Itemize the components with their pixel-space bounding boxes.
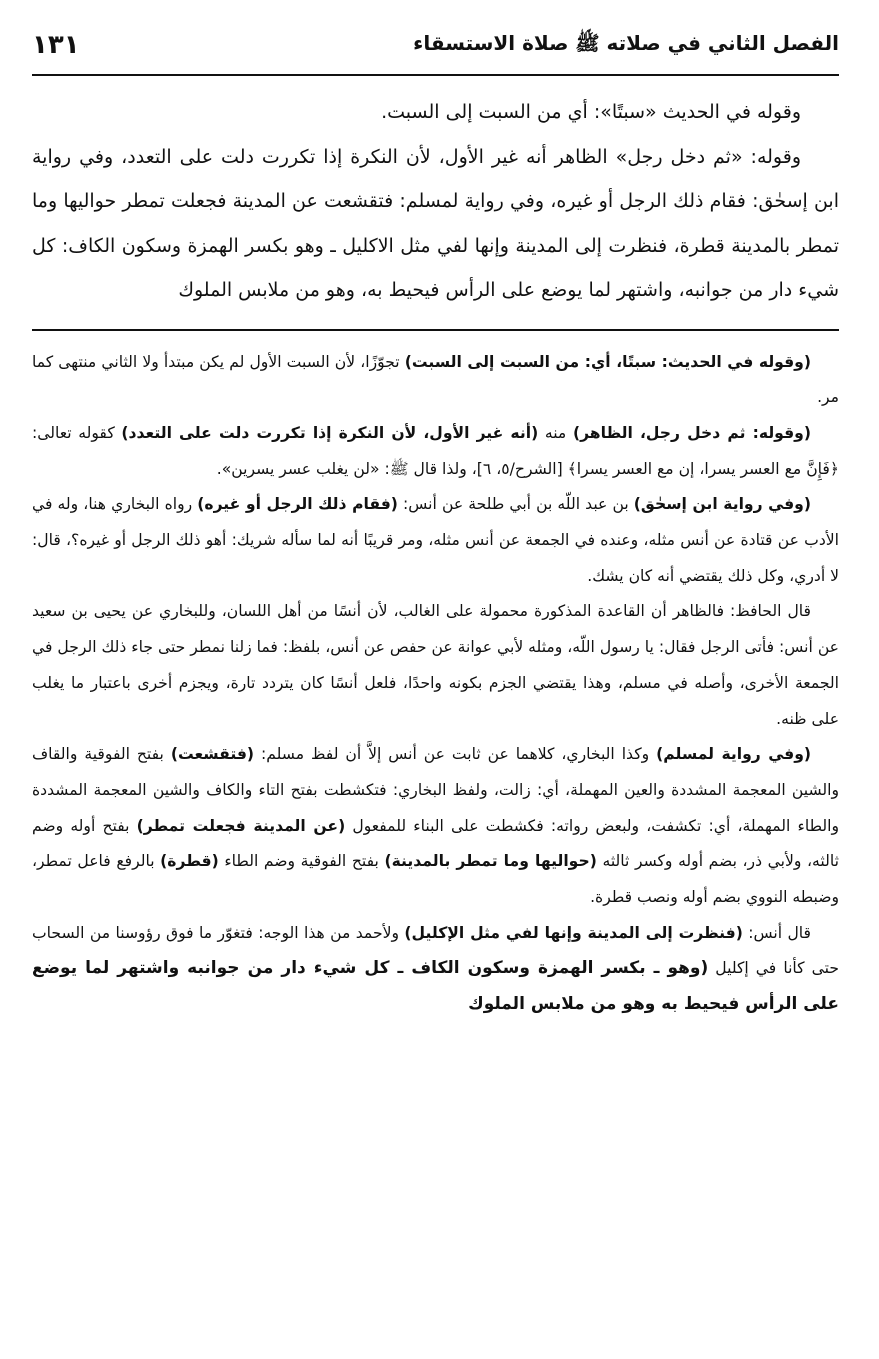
commentary-paragraph: [32, 345, 839, 416]
commentary-text: منه: [538, 423, 573, 442]
commentary-paragraph: [32, 487, 839, 594]
commentary-lemma: (وقوله في الحديث: سبتًا، أي: من السبت إلى السبت): [404, 352, 811, 371]
commentary-text: رواه البخاري هنا، وله في الأدب عن قتادة عن أنس مثله، وعنده في الجمعة عن أنس مثله، ومر قريبًا أنه لما سأله شريك: أهو ذلك الرجل أو غيره؟، قال: لا أدري، وكل ذلك يقتضي أنه كان يشك.: [32, 495, 839, 585]
book-page: [32, 22, 839, 1023]
commentary-text: ولأحمد من هذا الوجه: فتغوّر ما فوق رؤوسنا من السحاب حتى كأنا في إكليل: [32, 923, 839, 978]
commentary-text: كقوله تعالى: ﴿فَإِنَّ مع العسر يسرا، إن مع العسر يسرا﴾ [الشرح/٥، ٦]، ولذا قال ﷺ: «لن يغلب عسر يسرين».: [32, 423, 839, 478]
commentary-paragraph: [32, 416, 839, 487]
main-text: [32, 90, 839, 313]
commentary: [32, 345, 839, 1023]
commentary-lemma: (حواليها وما تمطر بالمدينة): [384, 852, 597, 871]
commentary-lemma: (وقوله: ثم دخل رجل، الظاهر): [572, 423, 811, 442]
commentary-text: بفتح الفوقية والقاف والشين المعجمة المشددة والعين المهملة، أي: زالت، ولفظ البخاري: فتكشطت بفتح التاء والكاف والشين المعجمة المشددة والطاء المهملة، أي: تكشفت، ولبعض رواته: فكشطت على البناء للمفعول: [32, 745, 839, 835]
commentary-paragraph: [32, 594, 839, 737]
commentary-lemma: (وفي رواية ابن إسحٰق): [633, 495, 811, 514]
main-paragraph: وقوله في الحديث «سبتًا»: أي من السبت إلى السبت.: [381, 101, 801, 123]
commentary-text: بفتح أوله وضم ثالثه، ولأبي ذر، بضم أوله وكسر ثالثه: [32, 816, 839, 871]
commentary-paragraph: [32, 916, 839, 1023]
commentary-text: قال أنس:: [742, 923, 811, 942]
commentary-lemma: (فتقشعت): [170, 745, 255, 764]
page-number: ١٣١: [32, 30, 80, 60]
commentary-text: وكذا البخاري، كلاهما عن ثابت عن أنس إلاَّ أن لفظ مسلم:: [254, 745, 657, 764]
footnote-divider: [32, 329, 839, 331]
running-title: الفصل الثاني في صلاته ﷺ صلاة الاستسقاء: [413, 30, 839, 55]
main-paragraph: وقوله: «ثم دخل رجل» الظاهر أنه غير الأول، لأن النكرة إذا تكررت دلت على التعدد، وفي رواية ابن إسحٰق: فقام ذلك الرجل أو غيره، وفي رواية لمسلم: فتقشعت عن المدينة فجعلت تمطر حواليها وما تمطر بالمدينة قطرة، فنظرت إلى المدينة وإنها لفي مثل الاكليل ـ وهو بكسر الهمزة وسكون الكاف: كل شيء دار من جوانبه، واشتهر لما يوضع على الرأس فيحيط به، وهو من ملابس الملوك: [32, 145, 839, 301]
commentary-text: قال الحافظ: فالظاهر أن القاعدة المذكورة محمولة على الغالب، لأن أنسًا من أهل اللسان، وللبخاري عن يحيى بن سعيد عن أنس: فأتى الرجل فقال: يا رسول اللّه، ومثله لأبي عوانة عن حفص عن أنس، بلفظ: فما زلنا نمطر حتى جاء ذلك الرجل في الجمعة الأخرى، وأصله في مسلم، وهذا يقتضي الجزم بكونه واحدًا، فلعل أنسًا كان يتردد تارة، ويجزم أخرى باعتبار ما يغلب على ظنه.: [31, 602, 839, 728]
commentary-lemma: (فقام ذلك الرجل أو غيره): [197, 495, 398, 514]
commentary-lemma: (فنظرت إلى المدينة وإنها لفي مثل الإكليل): [404, 923, 743, 942]
commentary-lemma: (وهو ـ بكسر الهمزة وسكون الكاف ـ كل شيء دار من جوانبه واشتهر لما يوضع على الرأس فيحيط به وهو من ملابس الملوك: [32, 958, 839, 1015]
page-header: [32, 22, 839, 76]
commentary-lemma: (قطرة): [160, 852, 219, 871]
commentary-text: تجوّزًا، لأن السبت الأول لم يكن مبتدأ ولا الثاني منتهى كما مر.: [32, 352, 839, 407]
commentary-text: بفتح الفوقية وضم الطاء: [218, 852, 385, 871]
commentary-text: بالرفع فاعل تمطر، وضبطه النووي بضم أوله ونصب قطرة.: [32, 852, 839, 907]
commentary-text: بن عبد اللّه بن أبي طلحة عن أنس:: [397, 495, 634, 514]
commentary-lemma: (عن المدينة فجعلت تمطر): [136, 816, 346, 835]
commentary-lemma: (وفي رواية لمسلم): [656, 745, 812, 764]
commentary-paragraph: [32, 737, 839, 916]
commentary-lemma: (أنه غير الأول، لأن النكرة إذا تكررت دلت على التعدد): [121, 423, 539, 442]
